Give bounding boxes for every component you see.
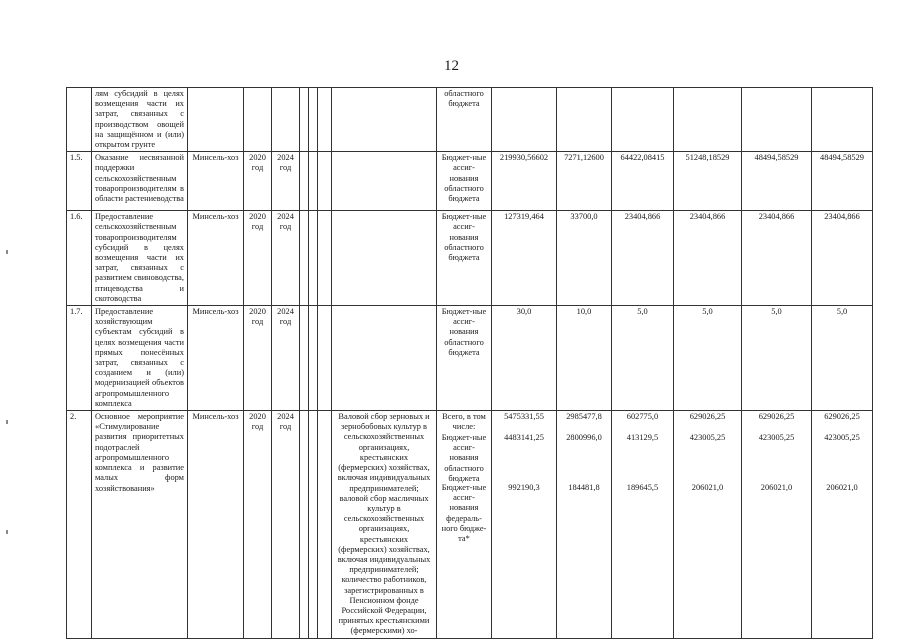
value-2022 xyxy=(674,88,742,152)
value-sum: 5475331,55 xyxy=(504,412,544,422)
start-year: 2020 год xyxy=(244,211,272,306)
program-table xyxy=(66,87,873,639)
source-federal: Бюджет-ные ассиг-нования федераль-ного бюдже-та* xyxy=(441,483,487,544)
table-row xyxy=(67,88,873,152)
measure-name: Предоставление хозяйствующим субъектам субсидий в целях возмещения части прямых понесённых затрат, связанных с созданием и (или) модернизацией объектов агропромышленного комплекса xyxy=(92,306,188,411)
source-total: Всего, в том числе: xyxy=(442,412,486,432)
value-total: 219930,56602 xyxy=(492,152,557,211)
indicator: Валовой сбор зерновых и зернобобовых культур в сельскохозяйственных организациях, крестьянских (фермерских) хозяйствах, включая индивидуальных предпринимателей; валовой сбор масличных культур в сельскохозяйственных организациях, крестьянских (фермерских) хозяйствах, включая индивидуальных предпринимателей; количество работников, зарегистрированных в Пенсионном фонде Российской Федерации, принятых крестьянскими (фермерскими) хо- xyxy=(332,411,437,638)
value-2023: 5,0 xyxy=(742,306,812,411)
start-year: 2020 год xyxy=(244,306,272,411)
measure-name: лям субсидий в целях возмещения части их затрат, связанных с производством овощей на защищённом и (или) открытом грунте xyxy=(92,88,188,152)
row-number xyxy=(67,88,92,152)
executor: Минсель-хоз xyxy=(188,211,244,306)
value-regional: 2800996,0 xyxy=(566,433,602,443)
page-number: 12 xyxy=(444,58,459,74)
funding-source: Бюджет-ные ассиг-нования областного бюджета xyxy=(437,152,492,211)
empty-cell xyxy=(309,88,318,152)
row-number: 2. xyxy=(67,411,92,638)
value-2021: 5,0 xyxy=(612,306,674,411)
measure-name: Оказание несвязанной поддержки сельскохозяйственным товаропроизводителям в области растениеводства xyxy=(92,152,188,211)
empty-cell xyxy=(300,88,309,152)
value-2023: 23404,866 xyxy=(742,211,812,306)
start-year: 2020 год xyxy=(244,152,272,211)
measure-name: Основное мероприятие «Стимулирование развития приоритетных подотраслей агропромышленного комплекса и развитие малых форм хозяйствования» xyxy=(92,411,188,638)
empty-cell xyxy=(318,411,332,638)
value-2022: 23404,866 xyxy=(674,211,742,306)
value-2020: 33700,0 xyxy=(557,211,612,306)
value-2020: 7271,12600 xyxy=(557,152,612,211)
scan-mark xyxy=(6,420,8,424)
scan-mark xyxy=(6,530,8,534)
value-total: 127319,464 xyxy=(492,211,557,306)
row-number: 1.5. xyxy=(67,152,92,211)
indicator xyxy=(332,88,437,152)
empty-cell xyxy=(309,411,318,638)
indicator xyxy=(332,152,437,211)
empty-cell xyxy=(300,211,309,306)
end-year: 2024 год xyxy=(272,211,300,306)
value-regional: 423005,25 xyxy=(824,433,860,443)
value-2021 xyxy=(612,88,674,152)
row-number: 1.6. xyxy=(67,211,92,306)
value-sum: 629026,25 xyxy=(689,412,726,422)
source-regional: Бюджет-ные ассиг-нования областного бюджета xyxy=(441,433,487,483)
value-2024 xyxy=(812,411,873,638)
value-2024: 23404,866 xyxy=(812,211,873,306)
value-2023 xyxy=(742,88,812,152)
funding-source: Бюджет-ные ассиг-нования областного бюджета xyxy=(437,306,492,411)
end-year: 2024 год xyxy=(272,306,300,411)
value-2022: 5,0 xyxy=(674,306,742,411)
value-2020 xyxy=(557,411,612,638)
value-sum: 2985477,8 xyxy=(566,412,602,422)
start-year xyxy=(244,88,272,152)
table-row xyxy=(67,152,873,211)
value-federal: 189645,5 xyxy=(626,483,659,493)
value-2020: 10,0 xyxy=(557,306,612,411)
executor: Минсель-хоз xyxy=(188,306,244,411)
value-sum: 602775,0 xyxy=(626,412,659,422)
value-federal: 206021,0 xyxy=(760,483,793,493)
empty-cell xyxy=(318,211,332,306)
value-sum: 629026,25 xyxy=(824,412,860,422)
value-total: 30,0 xyxy=(492,306,557,411)
value-2022 xyxy=(674,411,742,638)
funding-source: Бюджет-ные ассиг-нования областного бюджета xyxy=(437,211,492,306)
table-row xyxy=(67,211,873,306)
value-2024 xyxy=(812,88,873,152)
end-year xyxy=(272,88,300,152)
value-2023: 48494,58529 xyxy=(742,152,812,211)
indicator xyxy=(332,306,437,411)
value-2024: 5,0 xyxy=(812,306,873,411)
empty-cell xyxy=(309,306,318,411)
empty-cell xyxy=(318,152,332,211)
empty-cell xyxy=(300,152,309,211)
executor: Минсель-хоз xyxy=(188,152,244,211)
scan-mark xyxy=(6,250,8,254)
table-row xyxy=(67,411,873,638)
indicator xyxy=(332,211,437,306)
value-federal: 992190,3 xyxy=(508,483,540,493)
row-number: 1.7. xyxy=(67,306,92,411)
empty-cell xyxy=(318,306,332,411)
value-2024: 48494,58529 xyxy=(812,152,873,211)
funding-source: областного бюджета xyxy=(437,88,492,152)
start-year: 2020 год xyxy=(244,411,272,638)
value-federal: 206021,0 xyxy=(826,483,858,493)
measure-name: Предоставление сельскохозяйственным товаропроизводителям субсидий в целях возмещения части их затрат, связанных с развитием свиноводства, птицеводства и скотоводства xyxy=(92,211,188,306)
value-regional: 4483141,25 xyxy=(504,433,544,443)
table-row xyxy=(67,306,873,411)
value-federal: 184481,8 xyxy=(568,483,600,493)
value-sum: 629026,25 xyxy=(758,412,795,422)
empty-cell xyxy=(309,152,318,211)
empty-cell xyxy=(300,411,309,638)
value-2021: 64422,08415 xyxy=(612,152,674,211)
value-total xyxy=(492,411,557,638)
empty-cell xyxy=(309,211,318,306)
value-2020 xyxy=(557,88,612,152)
value-regional: 423005,25 xyxy=(689,433,726,443)
executor: Минсель-хоз xyxy=(188,411,244,638)
executor xyxy=(188,88,244,152)
value-regional: 423005,25 xyxy=(758,433,795,443)
value-2021 xyxy=(612,411,674,638)
end-year: 2024 год xyxy=(272,411,300,638)
empty-cell xyxy=(300,306,309,411)
value-2021: 23404,866 xyxy=(612,211,674,306)
value-2023 xyxy=(742,411,812,638)
empty-cell xyxy=(318,88,332,152)
funding-source xyxy=(437,411,492,638)
value-2022: 51248,18529 xyxy=(674,152,742,211)
value-federal: 206021,0 xyxy=(691,483,724,493)
value-regional: 413129,5 xyxy=(626,433,659,443)
value-total xyxy=(492,88,557,152)
end-year: 2024 год xyxy=(272,152,300,211)
